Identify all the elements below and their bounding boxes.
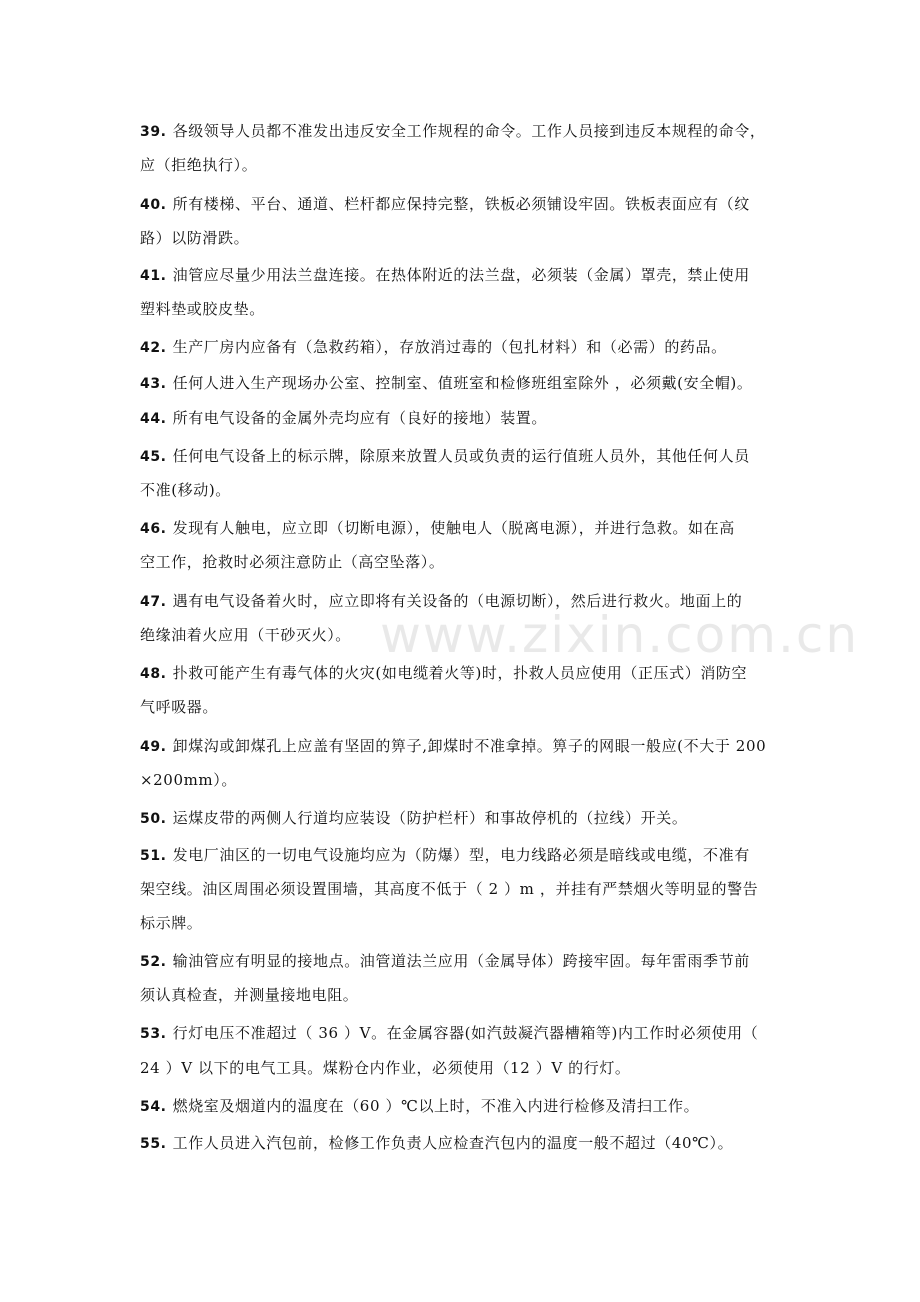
question-number: 50. — [140, 811, 167, 827]
question-text: 所有电气设备的金属外壳均应有（良好的接地）装置。 — [172, 409, 548, 427]
question-continuation — [140, 985, 800, 1005]
question-item — [140, 265, 800, 286]
question-text: 气呼吸器。 — [140, 698, 219, 716]
question-number: 41. — [140, 268, 167, 284]
question-number: 42. — [140, 340, 167, 356]
question-continuation — [140, 552, 800, 572]
question-text: 应（拒绝执行）。 — [140, 156, 258, 174]
question-text: 运煤皮带的两侧人行道均应装设（防护栏杆）和事故停机的（拉线）开关。 — [172, 809, 688, 827]
question-number: 46. — [140, 521, 167, 537]
question-continuation — [140, 770, 800, 790]
question-item — [140, 337, 800, 358]
question-item — [140, 373, 800, 394]
question-text: 卸煤沟或卸煤孔上应盖有坚固的箅子,卸煤时不准拿掉。箅子的网眼一般应(不大于 200 — [172, 737, 767, 755]
question-number: 45. — [140, 449, 167, 465]
question-text: 发现有人触电，应立即（切断电源），使触电人（脱离电源），并进行急救。如在高 — [172, 519, 735, 537]
question-number: 47. — [140, 594, 167, 610]
question-text: 油管应尽量少用法兰盘连接。在热体附近的法兰盘，必须装（金属）罩壳，禁止使用 — [172, 266, 750, 284]
question-number: 54. — [140, 1099, 167, 1115]
question-text: 24 ）V 以下的电气工具。煤粉仓内作业，必须使用（12 ）V 的行灯。 — [140, 1059, 631, 1077]
question-continuation — [140, 913, 800, 933]
question-text: 工作人员进入汽包前，检修工作负责人应检查汽包内的温度一般不超过（40℃）。 — [172, 1134, 734, 1152]
question-continuation — [140, 480, 800, 500]
question-item — [140, 194, 800, 215]
question-item — [140, 1023, 800, 1044]
question-number: 49. — [140, 739, 167, 755]
question-text: 所有楼梯、平台、通道、栏杆都应保持完整，铁板必须铺设牢固。铁板表面应有（纹 — [172, 195, 750, 213]
question-number: 44. — [140, 411, 167, 427]
question-number: 53. — [140, 1026, 167, 1042]
question-item — [140, 408, 800, 429]
question-item — [140, 808, 800, 829]
watermark: www.zixin.com.cn — [380, 606, 860, 664]
question-item — [140, 518, 800, 539]
question-text: 架空线。油区周围必须设置围墙，其高度不低于（ 2 ）m ，并挂有严禁烟火等明显的警告 — [140, 880, 759, 898]
question-text: 遇有电气设备着火时，应立即将有关设备的（电源切断），然后进行救火。地面上的 — [172, 592, 743, 610]
question-number: 48. — [140, 666, 167, 682]
question-text: 生产厂房内应备有（急救药箱），存放消过毒的（包扎材料）和（必需）的药品。 — [172, 338, 727, 356]
question-continuation — [140, 299, 800, 319]
question-text: 标示牌。 — [140, 914, 203, 932]
question-text: 任何人进入生产现场办公室、控制室、值班室和检修班组室除外 ，必须戴(安全帽)。 — [172, 374, 753, 392]
question-item — [140, 1096, 800, 1117]
question-text: ×200mm）。 — [140, 771, 237, 789]
question-number: 39. — [140, 124, 167, 140]
question-text: 路）以防滑跌。 — [140, 229, 250, 247]
question-item — [140, 121, 800, 142]
question-text: 输油管应有明显的接地点。油管道法兰应用（金属导体）跨接牢固。每年雷雨季节前 — [172, 952, 750, 970]
question-number: 43. — [140, 376, 167, 392]
question-item — [140, 951, 800, 972]
question-item — [140, 845, 800, 866]
question-text: 空工作，抢救时必须注意防止（高空坠落）。 — [140, 553, 445, 571]
question-number: 52. — [140, 954, 167, 970]
question-number: 40. — [140, 197, 167, 213]
question-text: 扑救可能产生有毒气体的火灾(如电缆着火等)时，扑救人员应使用（正压式）消防空 — [172, 664, 748, 682]
question-item — [140, 1133, 800, 1154]
question-item — [140, 663, 800, 684]
question-text: 绝缘油着火应用（干砂灭火）。 — [140, 626, 351, 644]
question-text: 行灯电压不准超过（ 36 ）V。在金属容器(如汽鼓凝汽器槽箱等)内工作时必须使用（ — [172, 1024, 759, 1042]
question-text: 任何电气设备上的标示牌，除原来放置人员或负责的运行值班人员外，其他任何人员 — [172, 447, 750, 465]
question-continuation — [140, 697, 800, 717]
question-text: 须认真检查，并测量接地电阻。 — [140, 986, 359, 1004]
question-item — [140, 446, 800, 467]
question-text: 不准(移动)。 — [140, 481, 231, 499]
question-number: 51. — [140, 848, 167, 864]
question-text: 发电厂油区的一切电气设施均应为（防爆）型，电力线路必须是暗线或电缆，不准有 — [172, 846, 750, 864]
question-number: 55. — [140, 1136, 167, 1152]
question-text: 燃烧室及烟道内的温度在（60 ）℃以上时，不准入内进行检修及清扫工作。 — [172, 1097, 700, 1115]
question-continuation — [140, 155, 800, 175]
question-text: 塑料垫或胶皮垫。 — [140, 300, 265, 318]
question-continuation — [140, 1058, 800, 1078]
question-text: 各级领导人员都不准发出违反安全工作规程的命令。工作人员接到违反本规程的命令， — [172, 122, 766, 140]
question-continuation — [140, 228, 800, 248]
question-item — [140, 736, 800, 757]
question-continuation — [140, 879, 800, 899]
